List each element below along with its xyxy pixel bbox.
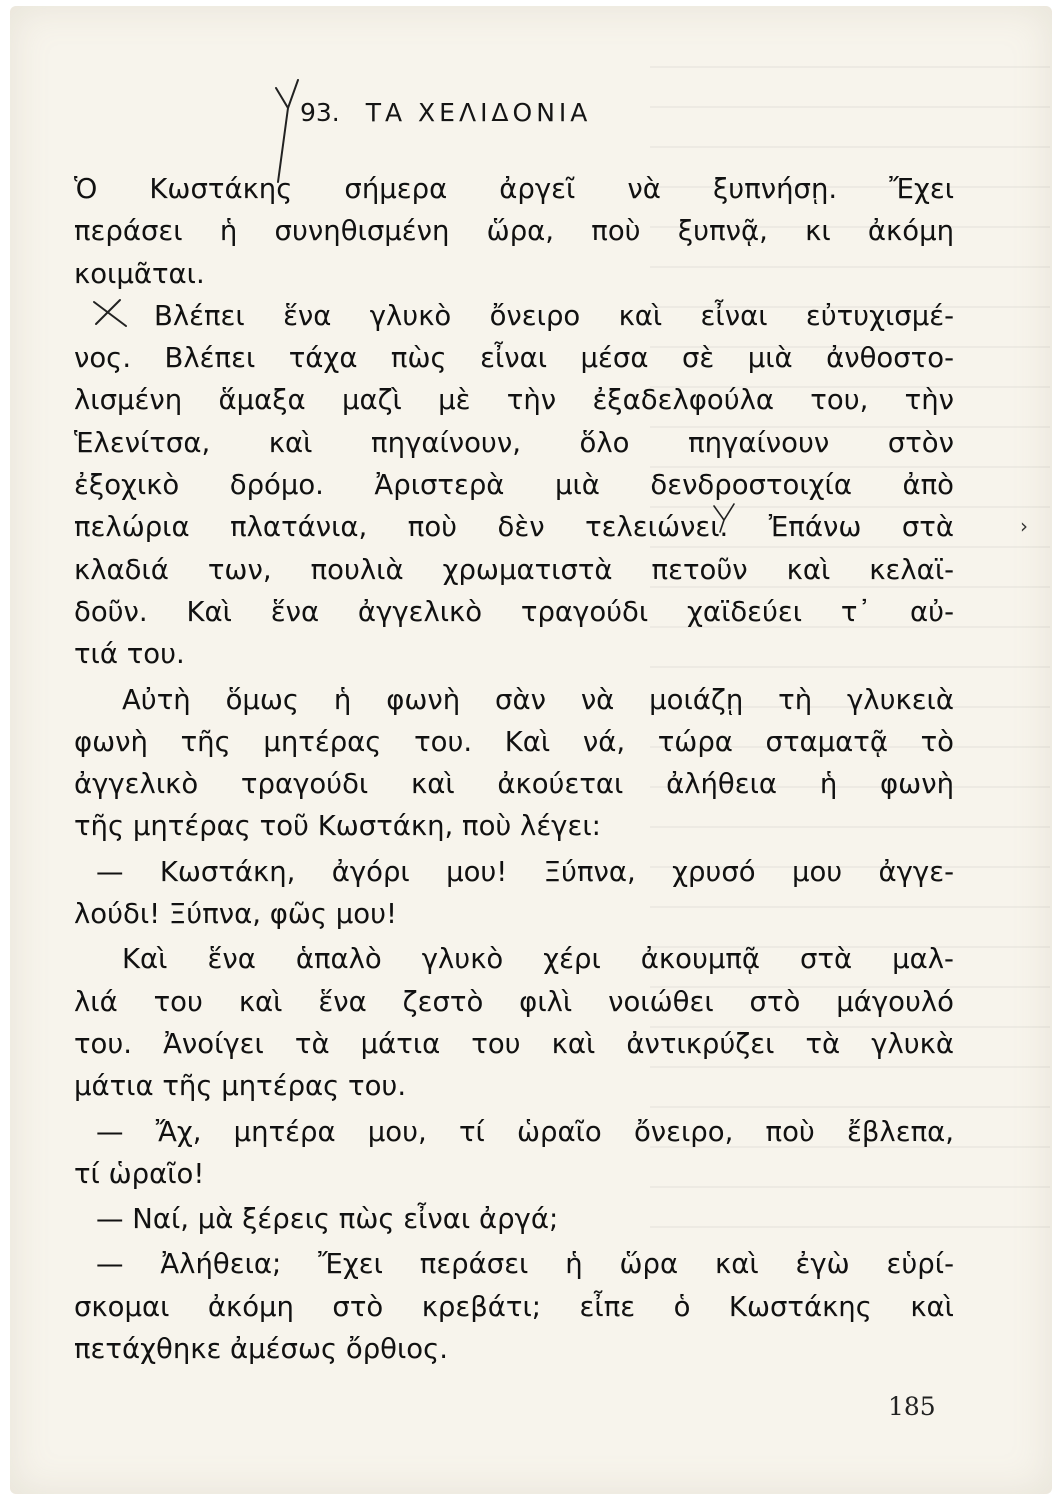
text-line: — Κωστάκη, ἀγόρι μου! Ξύπνα, χρυσό μου ἀγγε- [96,855,954,888]
text-line: του. Ἀνοίγει τὰ μάτια του καὶ ἀντικρύζει τὰ γλυκὰ [74,1027,954,1060]
body-text [74,168,954,1370]
text-line: Καὶ ἕνα ἁπαλὸ γλυκὸ χέρι ἀκουμπᾷ στὰ μαλ- [122,943,954,976]
text-line: τῆς μητέρας τοῦ Κωστάκη, ποὺ λέγει: [74,810,601,843]
text-line: σκομαι ἀκόμη στὸ κρεβάτι; εἶπε ὁ Κωστάκης καὶ [74,1290,954,1323]
text-line: τί ὡραῖο! [74,1157,205,1190]
text-line: πετάχθηκε ἀμέσως ὄρθιος. [74,1333,449,1366]
text-line: φωνὴ τῆς μητέρας του. Καὶ νά, τώρα σταματᾷ τὸ [74,725,954,758]
book-page [10,6,1052,1494]
text-line: Αὐτὴ ὅμως ἡ φωνὴ σὰν νὰ μοιάζῃ τὴ γλυκειὰ [122,683,954,716]
chapter-heading [300,98,591,127]
text-line: λισμένη ἅμαξα μαζὶ μὲ τὴν ἐξαδελφούλα του, τὴν [74,384,954,417]
text-line: κλαδιά των, πουλιὰ χρωματιστὰ πετοῦν καὶ κελαϊ- [74,553,954,586]
text-line: ἐξοχικὸ δρόμο. Ἀριστερὰ μιὰ δενδροστοιχία ἀπὸ [74,469,954,502]
text-line: δοῦν. Καὶ ἕνα ἀγγελικὸ τραγούδι χαϊδεύει τ᾽ αὐ- [74,595,954,628]
text-line: λούδι! Ξύπνα, φῶς μου! [74,898,398,931]
text-line: — Ἀλήθεια; Ἔχει περάσει ἡ ὥρα καὶ ἐγὼ εὑρί- [96,1248,954,1281]
margin-speck: › [1020,514,1028,538]
text-line: Ὁ Κωστάκης σήμερα ἀργεῖ νὰ ξυπνήσῃ. Ἔχει [74,173,954,205]
page-number: 185 [888,1392,936,1421]
text-line: πελώρια πλατάνια, ποὺ δὲν τελειώνει. Ἐπάνω στὰ [74,511,954,544]
text-line: — Ἄχ, μητέρα μου, τί ὡραῖο ὄνειρο, ποὺ ἔβλεπα, [96,1115,954,1148]
text-line: Βλέπει ἕνα γλυκὸ ὄνειρο καὶ εἶναι εὐτυχισμέ- [154,299,954,332]
text-line: ἀγγελικὸ τραγούδι καὶ ἀκούεται ἀλήθεια ἡ φωνὴ [74,768,954,801]
chapter-title: ΤΑ ΧΕΛΙΔΟΝΙΑ [365,98,592,127]
text-line: κοιμᾶται. [74,257,205,290]
text-line: μάτια τῆς μητέρας του. [74,1070,407,1103]
text-line: νος. Βλέπει τάχα πὼς εἶναι μέσα σὲ μιὰ ἀνθοστο- [74,342,954,375]
chapter-number: 93. [300,98,340,127]
text-line: περάσει ἡ συνηθισμένη ὥρα, ποὺ ξυπνᾷ, κι ἀκόμη [74,215,954,248]
text-line: τιά του. [74,638,185,671]
text-line: λιά του καὶ ἕνα ζεστὸ φιλὶ νοιώθει στὸ μάγουλό [74,985,954,1018]
text-line: Ἑλενίτσα, καὶ πηγαίνουν, ὅλο πηγαίνουν στὸν [74,426,954,459]
text-line: — Ναί, μὰ ξέρεις πὼς εἶναι ἀργά; [96,1203,559,1236]
